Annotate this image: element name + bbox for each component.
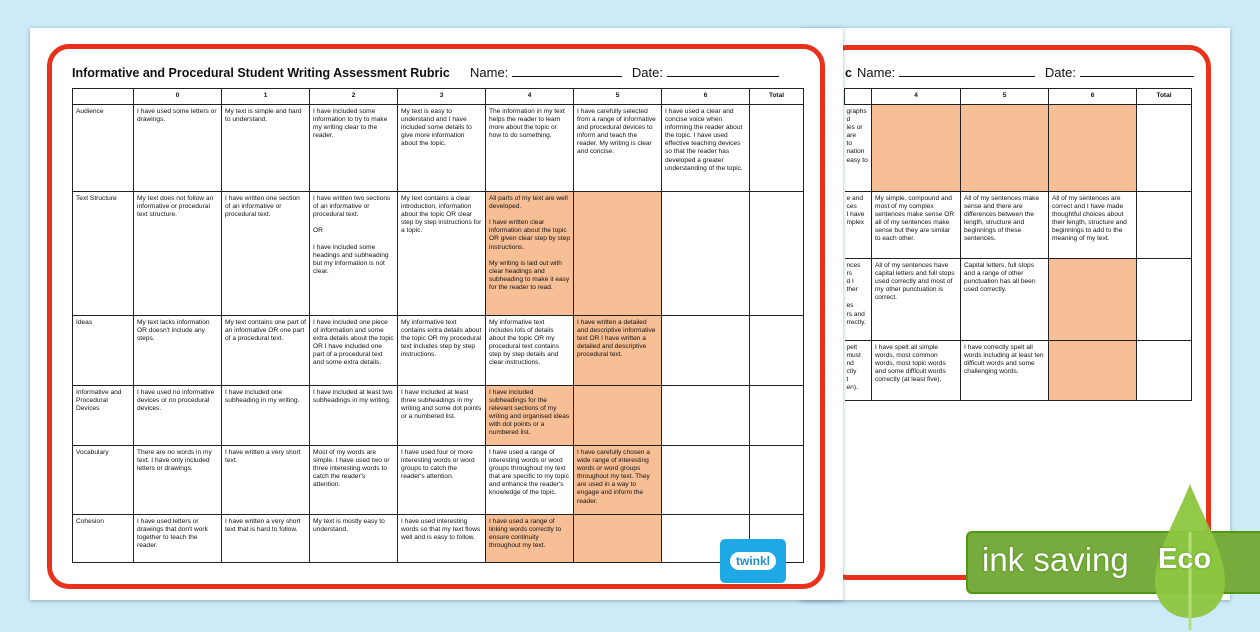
rubric-cell: I have included at least three subheadings in my writing and some dot points or a numbered list. <box>398 386 486 446</box>
rubric-table <box>844 88 1192 401</box>
criterion-label: Audience <box>73 105 134 192</box>
header-row <box>845 89 1192 105</box>
rubric-cell: I have included one piece of information and some extra details about the topic OR I have included one part of a procedural text and some extra details. <box>310 316 398 386</box>
criterion-label: Informative and Procedural Devices <box>73 386 134 446</box>
rubric-table <box>72 88 804 563</box>
page-title-fragment: c <box>845 66 852 80</box>
name-line <box>899 65 1035 77</box>
column-header: 2 <box>310 89 398 105</box>
rubric-cell <box>1049 259 1137 341</box>
criterion-label: graphs d les or are to nation easy to <box>845 105 872 192</box>
rubric-cell: My informative text includes lots of details about the topic OR my procedural text contains step by step details and clear instructions. <box>486 316 574 386</box>
rubric-cell: I have included subheadings for the relevant sections of my writing and organised ideas with dot points or a numbered list. <box>486 386 574 446</box>
column-header: 3 <box>398 89 486 105</box>
rubric-cell: All parts of my text are well developed. I have written clear information about the topic OR given clear step by step instructions. My writing is laid out with clear headings and subheading to make it easy for the reader to read. <box>486 192 574 316</box>
rubric-cell <box>662 386 750 446</box>
rubric-cell: All of my sentences make sense and there are differences between the length, structure and beginnings of these sentences. <box>961 192 1049 259</box>
rubric-cell: I have written a very short text. <box>222 446 310 515</box>
date-label: Date: <box>631 65 663 80</box>
column-header: 4 <box>486 89 574 105</box>
rubric-cell: All of my sentences have capital letters and full stops used correctly and most of my other punctuation is correct. <box>872 259 961 341</box>
table-row <box>73 515 804 563</box>
table-row <box>73 105 804 192</box>
rubric-cell: I have carefully selected from a range of informative and procedural devices to inform and teach the reader. My writing is clear and concise. <box>574 105 662 192</box>
criterion-label: pelt must nd ctly t en). <box>845 341 872 401</box>
rubric-cell <box>662 316 750 386</box>
criterion-label: e and ces I have mplex <box>845 192 872 259</box>
table-row <box>73 446 804 515</box>
rubric-cell: I have included some information to try to make my writing clear to the reader. <box>310 105 398 192</box>
date-line <box>1080 65 1194 77</box>
rubric-cell: I have correctly spelt all words including at least ten difficult words and some challenging words. <box>961 341 1049 401</box>
criterion-label: Ideas <box>73 316 134 386</box>
rubric-cell: My text contains a clear introduction, information about the topic OR clear step by step instructions for a topic. <box>398 192 486 316</box>
rubric-cell: My informative text contains extra details about the topic OR my procedural text includes step by step instructions. <box>398 316 486 386</box>
rubric-cell: My text lacks information OR doesn't include any steps. <box>134 316 222 386</box>
rubric-cell: My text is easy to understand and I have included some details to give more information about the topic. <box>398 105 486 192</box>
total-cell[interactable] <box>750 316 804 386</box>
rubric-cell: I have used some letters or drawings. <box>134 105 222 192</box>
rubric-cell: I have included at least two subheadings in my writing. <box>310 386 398 446</box>
table-row <box>845 341 1192 401</box>
total-cell[interactable] <box>1137 105 1192 192</box>
rubric-cell: All of my sentences are correct and I have made thoughtful choices about their length, structure and beginnings to add to the meaning of my text. <box>1049 192 1137 259</box>
total-cell[interactable] <box>750 192 804 316</box>
rubric-cell: Most of my words are simple. I have used two or three interesting words to catch the reader's attention. <box>310 446 398 515</box>
rubric-cell: My text does not follow an informative or procedural text structure. <box>134 192 222 316</box>
rubric-cell <box>961 105 1049 192</box>
criterion-label: Text Structure <box>73 192 134 316</box>
total-cell[interactable] <box>750 446 804 515</box>
twinkl-logo <box>720 539 786 583</box>
twinkl-logo-text: twinkl <box>730 552 776 570</box>
rubric-cell: My text is simple and hard to understand. <box>222 105 310 192</box>
ink-saving-label: ink saving <box>982 541 1129 578</box>
column-header: 4 <box>872 89 961 105</box>
name-label: Name: <box>470 65 509 80</box>
total-cell[interactable] <box>1137 192 1192 259</box>
rubric-cell <box>574 192 662 316</box>
total-cell[interactable] <box>750 105 804 192</box>
table-row <box>73 386 804 446</box>
rubric-cell: I have used a range of interesting words or word groups throughout my text that are specific to my topic and enhance the reader's knowledge of the topic. <box>486 446 574 515</box>
rubric-cell: I have used four or more interesting words or word groups to catch the reader's attention. <box>398 446 486 515</box>
rubric-cell: I have carefully chosen a wide range of interesting words or word groups throughout my text. They are used in a way to engage and inform the reader. <box>574 446 662 515</box>
rubric-cell <box>872 105 961 192</box>
rubric-cell: I have written a detailed and descriptive informative text OR I have written a detailed and descriptive procedural text. <box>574 316 662 386</box>
rubric-cell <box>574 515 662 563</box>
eco-label: Eco <box>1158 543 1212 575</box>
name-line <box>512 65 622 77</box>
rubric-cell: I have used letters or drawings that don't work together to teach the reader. <box>134 515 222 563</box>
table-row <box>845 192 1192 259</box>
rubric-page-1-preview <box>30 28 843 600</box>
name-date-fields <box>470 65 779 80</box>
table-row <box>845 259 1192 341</box>
rubric-cell <box>662 446 750 515</box>
rubric-cell <box>662 192 750 316</box>
column-header: 1 <box>222 89 310 105</box>
rubric-cell: I have included one subheading in my writing. <box>222 386 310 446</box>
name-date-fields <box>857 65 1194 80</box>
rubric-cell: I have used no informative devices or no procedural devices. <box>134 386 222 446</box>
rubric-cell: I have written a very short text that is hard to follow. <box>222 515 310 563</box>
criterion-label: Cohesion <box>73 515 134 563</box>
column-header: 5 <box>961 89 1049 105</box>
header-row <box>73 89 804 105</box>
column-header: 0 <box>134 89 222 105</box>
rubric-cell: My text is mostly easy to understand. <box>310 515 398 563</box>
rubric-cell <box>574 386 662 446</box>
table-row <box>845 105 1192 192</box>
name-label: Name: <box>857 65 896 80</box>
rubric-cell: I have written one section of an informative or procedural text. <box>222 192 310 316</box>
rubric-cell: Capital letters, full stops and a range of other punctuation has all been used correctly. <box>961 259 1049 341</box>
rubric-cell: I have used interesting words so that my text flows well and is easy to follow. <box>398 515 486 563</box>
total-cell[interactable] <box>750 386 804 446</box>
rubric-cell: I have spelt all simple words, most common words, most topic words and some difficult words correctly (at least five). <box>872 341 961 401</box>
rubric-cell: I have used a clear and concise voice when informing the reader about the topic. I have used effective teaching devices so that the reader has developed a greater understanding of the topic. <box>662 105 750 192</box>
rubric-cell <box>1049 341 1137 401</box>
column-header <box>73 89 134 105</box>
column-header: 5 <box>574 89 662 105</box>
criterion-label: Vocabulary <box>73 446 134 515</box>
rubric-cell <box>1049 105 1137 192</box>
column-header: 6 <box>1049 89 1137 105</box>
table-row <box>73 316 804 386</box>
rubric-cell: My text contains one part of an informative OR one part of a procedural text. <box>222 316 310 386</box>
criterion-label: nces rs d I ther es rs and rrectly. <box>845 259 872 341</box>
page-title: Informative and Procedural Student Writing Assessment Rubric <box>72 66 450 80</box>
rubric-cell: I have written two sections of an informative or procedural text. OR I have included some headings and subheading but my information is not clear. <box>310 192 398 316</box>
rubric-cell: My simple, compound and most of my complex sentences make sense OR all of my sentences make sense but they are similar to each other. <box>872 192 961 259</box>
date-line <box>667 65 779 77</box>
rubric-cell: The information in my text helps the reader to learn more about the topic or how to do something. <box>486 105 574 192</box>
column-header: 6 <box>662 89 750 105</box>
date-label: Date: <box>1044 65 1076 80</box>
rubric-cell: I have used a range of linking words correctly to ensure continuity throughout my text. <box>486 515 574 563</box>
column-header: Total <box>1137 89 1192 105</box>
column-header: Total <box>750 89 804 105</box>
total-cell[interactable] <box>1137 341 1192 401</box>
rubric-cell: There are no words in my text. I have only included letters or drawings. <box>134 446 222 515</box>
total-cell[interactable] <box>1137 259 1192 341</box>
column-header <box>845 89 872 105</box>
table-row <box>73 192 804 316</box>
